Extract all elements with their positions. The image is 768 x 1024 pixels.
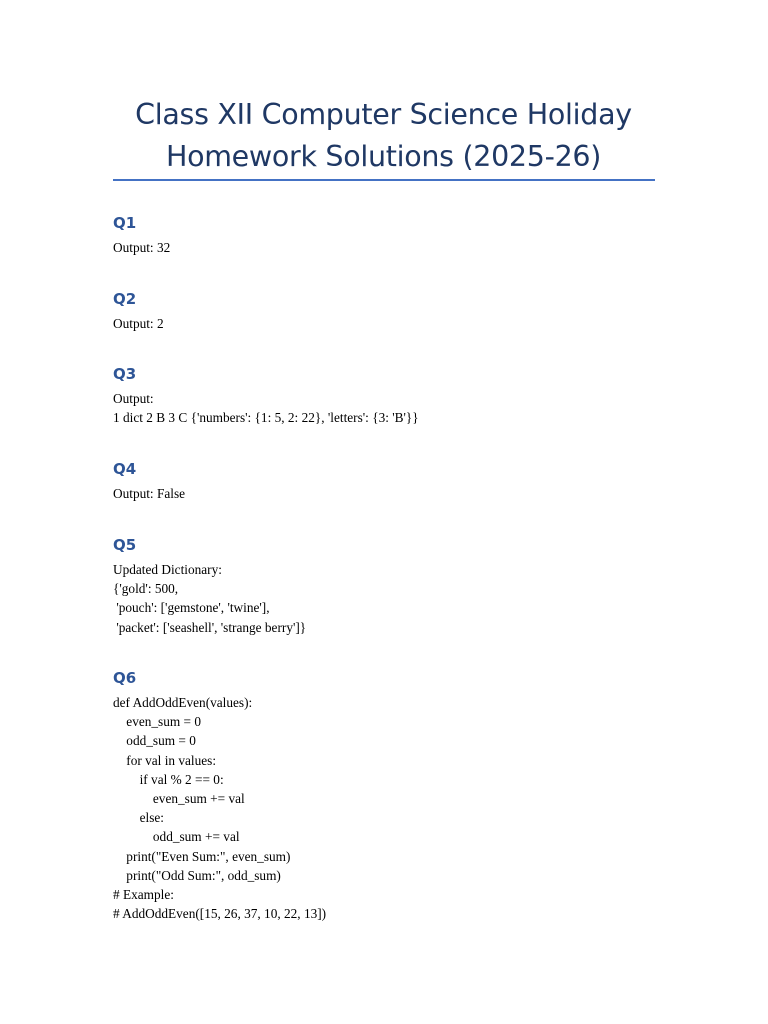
code-comment-line: # AddOddEven([15, 26, 37, 10, 22, 13]) <box>113 906 327 922</box>
document-title-line-2: Homework Solutions (2025-26) <box>165 140 602 173</box>
code-line: print("Even Sum:", even_sum) <box>113 848 291 864</box>
answer-line: Output: 32 <box>113 240 171 255</box>
code-line: odd_sum += val <box>113 829 240 845</box>
question-heading: Q2 <box>113 290 137 308</box>
question-section-q6 <box>113 668 673 923</box>
code-line: odd_sum = 0 <box>113 733 196 749</box>
document-title-line-1: Class XII Computer Science Holiday <box>135 98 632 131</box>
question-heading: Q5 <box>113 536 137 554</box>
question-heading: Q3 <box>113 365 137 383</box>
question-section-q5 <box>113 535 673 637</box>
code-line: print("Odd Sum:", odd_sum) <box>113 867 281 883</box>
title-underline-divider <box>113 179 655 181</box>
question-heading: Q6 <box>113 669 137 687</box>
document-title <box>113 94 654 178</box>
code-line: for val in values: <box>113 752 217 768</box>
code-line: even_sum = 0 <box>113 714 202 730</box>
question-section-q1 <box>113 213 673 257</box>
answer-line: 'pouch': ['gemstone', 'twine'], <box>113 600 270 616</box>
code-comment-line: # Example: <box>113 887 174 903</box>
code-line: if val % 2 == 0: <box>113 771 224 787</box>
question-heading: Q4 <box>113 460 137 478</box>
answer-line: Output: <box>113 391 154 406</box>
answer-line: {'gold': 500, <box>113 581 179 597</box>
answer-line: Output: 2 <box>113 316 164 331</box>
answer-line: 'packet': ['seashell', 'strange berry']} <box>113 619 307 635</box>
answer-line: 1 dict 2 B 3 C {'numbers': {1: 5, 2: 22}, 'letters': {3: 'B'}} <box>113 410 419 426</box>
code-line: def AddOddEven(values): <box>113 695 253 710</box>
answer-line: Output: False <box>113 486 186 501</box>
answer-line: Updated Dictionary: <box>113 562 222 577</box>
code-line: else: <box>113 810 164 826</box>
question-section-q2 <box>113 289 673 333</box>
question-section-q3 <box>113 364 673 427</box>
question-heading: Q1 <box>113 214 137 232</box>
code-line: even_sum += val <box>113 791 245 807</box>
question-section-q4 <box>113 459 673 503</box>
